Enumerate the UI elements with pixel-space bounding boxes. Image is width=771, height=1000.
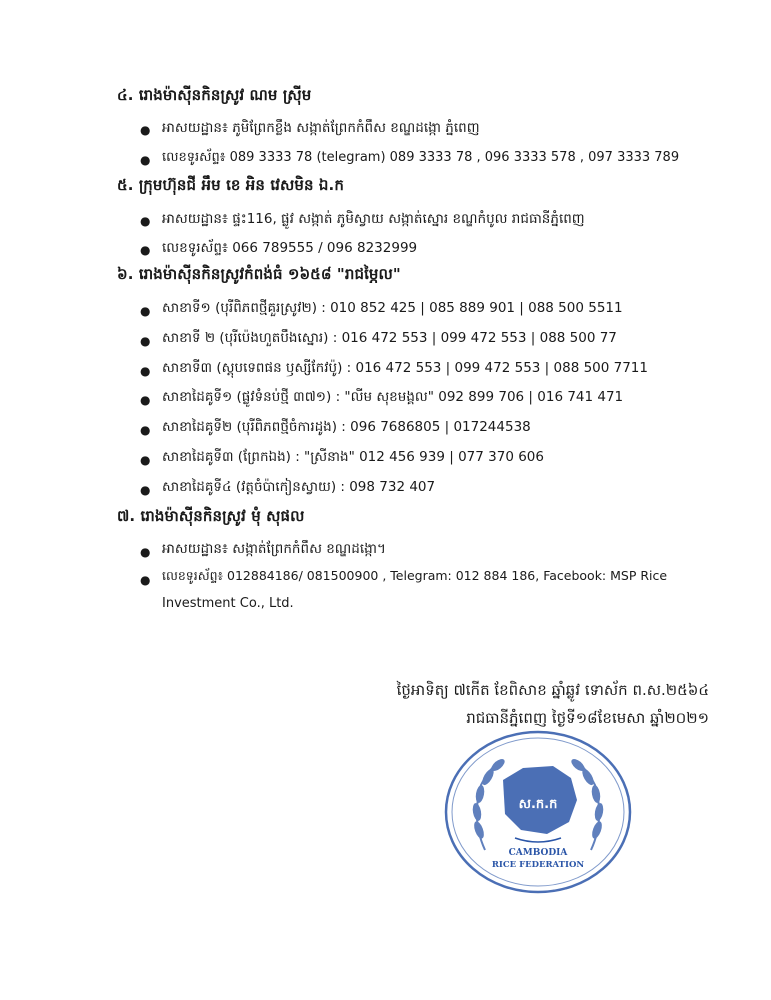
bullet-icon: ● (140, 304, 151, 318)
branch-line: សាខាដៃគូទី៤ (វត្តចំប៉ាកៀនស្វាយ) : 098 732 407 (162, 479, 436, 495)
branch-line: សាខាទី៣ (ស្តុបទេពផន ឫស្សីកែវប៉ូ) : 016 472 553 | 099 472 553 | 088 500 7711 (162, 360, 648, 376)
date-line-lunar: ថ្ងៃអាទិត្យ ៧កើត ខែពិសាខ ឆ្នាំឆ្លូវ ទោស័ក ព.ស.២៥៦៤ (396, 681, 709, 699)
bullet-icon: ● (140, 123, 151, 137)
bullet-icon: ● (140, 453, 151, 467)
branch-line: សាខាដៃគូទី២ (បុរីពិភពថ្មីចំការដូង) : 096 7686805 | 017244538 (162, 419, 531, 435)
bullet-icon: ● (140, 393, 151, 407)
phone-line: លេខទូរស័ព្ទ៖ 012884186/ 081500900 , Telegram: 012 884 186, Facebook: MSP Rice (162, 568, 668, 583)
seal-logo-text: ស.ក.ក (518, 797, 558, 812)
branch-line: សាខាដៃគូទី១ (ផ្លូវទំនប់ថ្មី ៣៧១) : "លីម សុខមង្គល" 092 899 706 | 016 741 471 (162, 389, 624, 405)
address-line: អាសយដ្ឋាន៖ ភូមិព្រែកខ្លឹង សង្កាត់ព្រែកកំពឹស ខណ្ឌដង្កោ ភ្នំពេញ (162, 120, 480, 136)
phone-line: លេខទូរស័ព្ទ៖ 089 3333 78 (telegram) 089 3333 78 , 096 3333 578 , 097 3333 789 (162, 150, 680, 165)
branch-line: សាខាទី ២ (បុរីប៉េងហួតបឹងស្នោរ) : 016 472 553 | 099 472 553 | 088 500 77 (162, 330, 617, 346)
address-line: អាសយដ្ឋាន៖ ផ្ទះ116, ផ្លូវ សង្កាត់ ភូមិស្វាយ សង្កាត់ស្នោរ ខណ្ឌកំបូល រាជធានីភ្នំពេញ (162, 211, 585, 227)
seal-org-line2: RICE FEDERATION (491, 860, 585, 870)
bullet-icon: ● (140, 243, 151, 257)
bullet-icon: ● (140, 153, 151, 167)
section-heading-4: ៤. រោងម៉ាស៊ីនកិនស្រូវ ណម ស្រ៊ីម (117, 86, 312, 104)
date-line-gregorian: រាជធានីភ្នំពេញ ថ្ងៃទី១៨ខែមេសា ឆ្នាំ២០២១ (466, 709, 709, 727)
bullet-icon: ● (140, 364, 151, 378)
section-heading-7: ៧. រោងម៉ាស៊ីនកិនស្រូវ មុំ សុផល (117, 507, 305, 525)
section-heading-5: ៥. ក្រុមហ៊ុនជី អឹម ខេ អិន វេសមិន ឯ.ក (117, 176, 344, 194)
federation-seal (443, 730, 633, 895)
branch-line: សាខាដៃគូទី៣ (ព្រែកឯង) : "ស្រីនាង" 012 456 939 | 077 370 606 (162, 449, 544, 465)
phone-line-continuation: Investment Co., Ltd. (162, 596, 294, 611)
section-heading-6: ៦. រោងម៉ាស៊ីនកិនស្រូវកំពង់ធំ ១៦៥៨ "រាជម្ភៃល" (117, 265, 401, 283)
branch-line: សាខាទី១ (បុរីពិភពថ្មីគួរស្រូវ២) : 010 852 425 | 085 889 901 | 088 500 5511 (162, 300, 623, 316)
bullet-icon: ● (140, 545, 151, 559)
bullet-icon: ● (140, 573, 151, 587)
seal-org-line1: CAMBODIA (508, 848, 568, 858)
bullet-icon: ● (140, 334, 151, 348)
bullet-icon: ● (140, 483, 151, 497)
bullet-icon: ● (140, 423, 151, 437)
bullet-icon: ● (140, 214, 151, 228)
phone-line: លេខទូរស័ព្ទ៖ 066 789555 / 096 8232999 (162, 240, 418, 256)
address-line: អាសយដ្ឋាន៖ សង្កាត់ព្រែកកំពឹស ខណ្ឌដង្កោ។ (162, 541, 386, 557)
laurel-left-icon (471, 757, 506, 850)
